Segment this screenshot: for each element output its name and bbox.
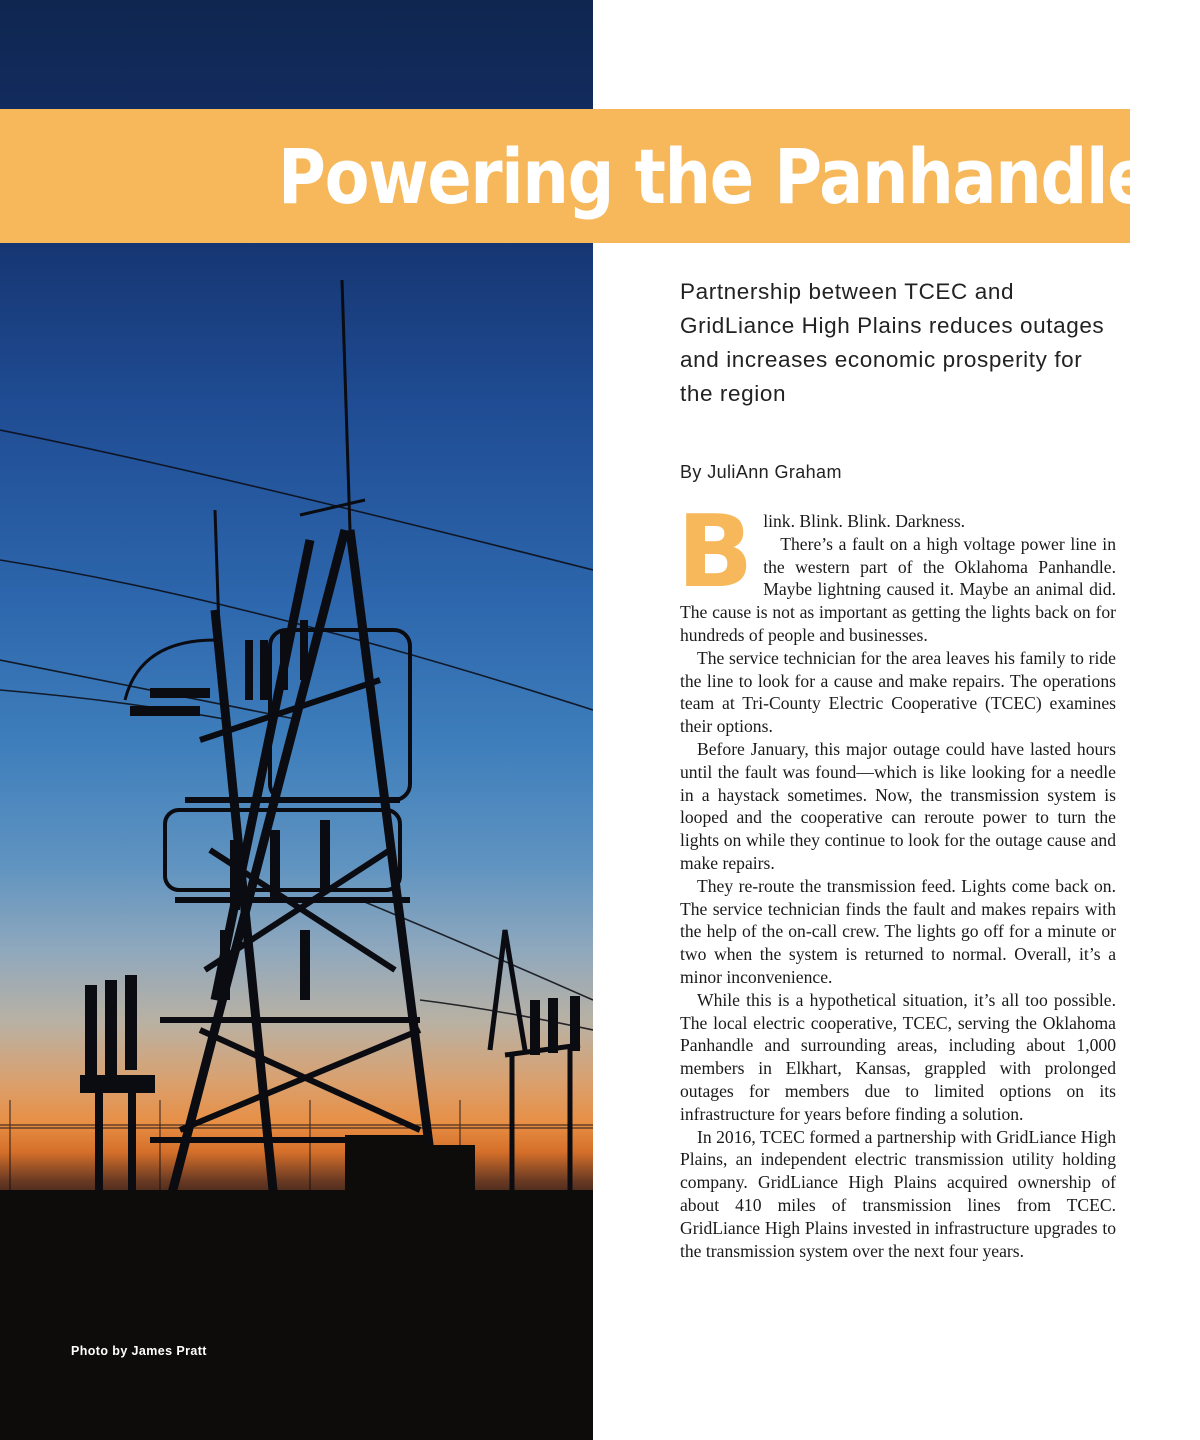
body-paragraph: The service technician for the area leaves his family to ride the line to look for a cause and make repairs. The operations team at Tri-County Electric Cooperative (TCEC) examines their options.: [680, 647, 1116, 737]
article-title: Powering the Panhandle: [278, 132, 1151, 221]
body-paragraph: They re-route the transmission feed. Lights come back on. The service technician finds the fault and makes repairs with the help of the on-call crew. The lights go off for a minute or two when the system is returned to normal. Overall, it’s a minor inconvenience.: [680, 875, 1116, 987]
body-paragraph: In 2016, TCEC formed a partnership with GridLiance High Plains, an independent electric transmission utility holding company. GridLiance High Plains acquired ownership of about 410 miles of transmission lines from TCEC. GridLiance High Plains invested in infrastructure upgrades to the transmission system over the next four years.: [680, 1126, 1116, 1261]
article-body: [677, 493, 1116, 1262]
body-paragraph: While this is a hypothetical situation, it’s all too possible. The local electric cooperative, TCEC, serving the Oklahoma Panhandle and surrounding areas, including about 1,000 members in Elkhart, Kansas, grappled with prolonged outages for members due to limited options on its infrastructure for years before finding a solution.: [680, 989, 1116, 1124]
byline: By JuliAnn Graham: [680, 462, 842, 482]
drop-cap: B: [677, 493, 754, 610]
body-paragraph: Before January, this major outage could have lasted hours until the fault was found—which is like looking for a needle in a haystack sometimes. Now, the transmission system is looped and the cooperative can reroute power to turn the lights on while they continue to look for the outage cause and make repairs.: [680, 738, 1116, 873]
photo-credit: Photo by James Pratt: [71, 1344, 207, 1358]
article-subtitle: Partnership between TCEC and GridLiance High Plains reduces outages and increases economic prosperity for the region: [680, 279, 1105, 406]
first-line-text: link. Blink. Blink. Darkness.: [763, 511, 966, 531]
body-paragraph: There’s a fault on a high voltage power line in the western part of the Oklahoma Panhandle. Maybe lightning caused it. Maybe an animal did. The cause is not as important as getting the lights back on for hundreds of people and businesses.: [680, 533, 1116, 645]
